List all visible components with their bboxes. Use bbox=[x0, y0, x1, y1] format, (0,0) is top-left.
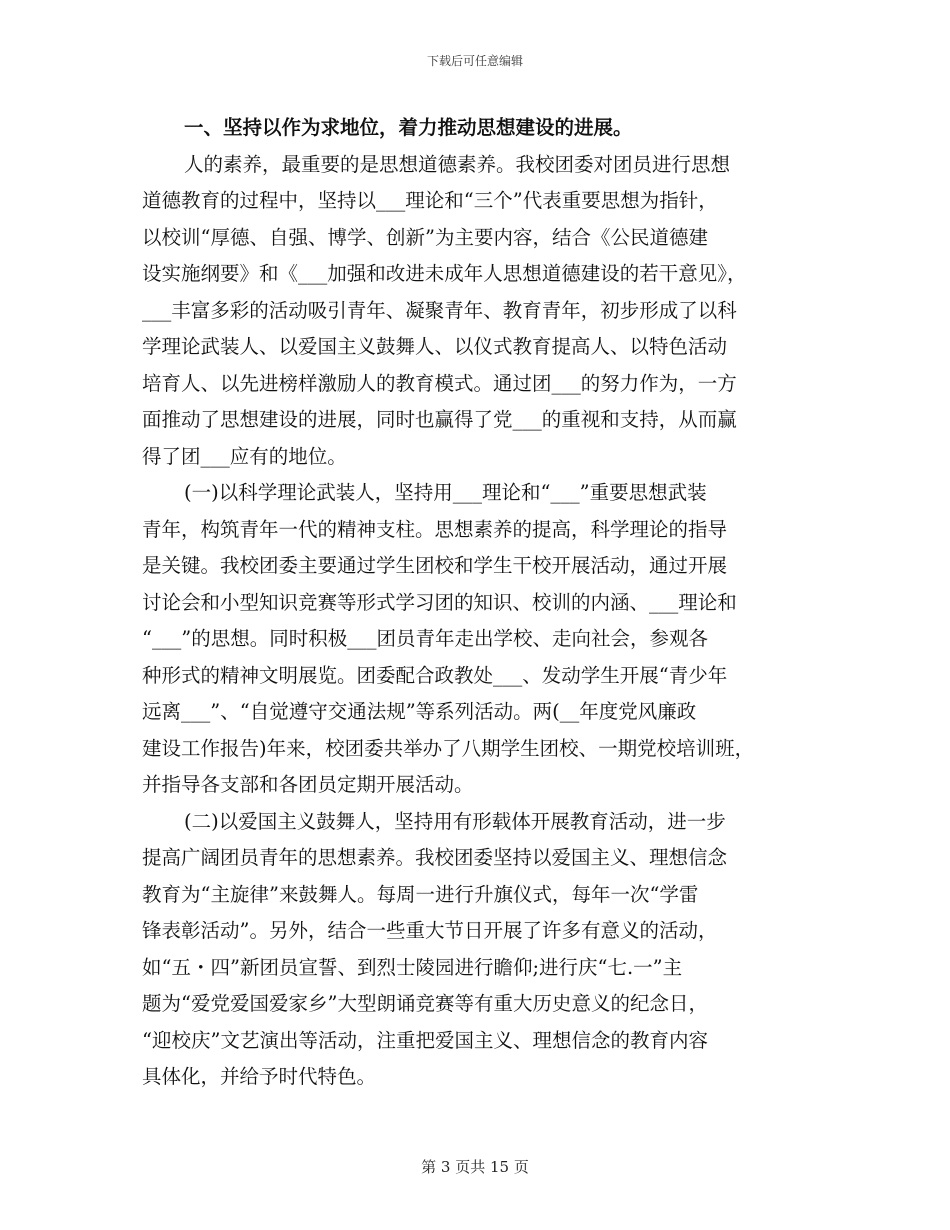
document-body bbox=[142, 110, 814, 1096]
paragraph-line: 学理论武装人、以爱国主义鼓舞人、以仪式教育提高人、以特色活动 bbox=[142, 335, 728, 358]
page-number-footer: 第 3 页共 15 页 bbox=[421, 1158, 529, 1176]
paragraph-line: 以校训“厚德、自强、博学、创新”为主要内容，结合《公民道德建 bbox=[142, 225, 708, 249]
page-header-note: 下载后可任意编辑 bbox=[426, 54, 523, 68]
paragraph-line: “___”的思想。同时积极___团员青年走出学校、走向社会，参观各 bbox=[142, 627, 708, 650]
paragraph-line: 是关键。我校团委主要通过学生团校和学生干校开展活动，通过开展 bbox=[142, 554, 728, 577]
paragraph-line: 青年，构筑青年一代的精神支柱。思想素养的提高，科学理论的指导 bbox=[142, 517, 728, 541]
paragraph-line: 种形式的精神文明展览。团委配合政教处___、发动学生开展“青少年 bbox=[142, 663, 728, 687]
paragraph-line: 道德教育的过程中，坚持以___理论和“三个”代表重要思想为指针， bbox=[142, 189, 718, 212]
paragraph-line: “迎校庆”文艺演出等活动，注重把爱国主义、理想信念的教育内容 bbox=[142, 1028, 708, 1052]
paragraph-line: 得了团___应有的地位。 bbox=[142, 444, 347, 468]
paragraph-line: 提高广阔团员青年的思想素养。我校团委坚持以爱国主义、理想信念 bbox=[142, 846, 728, 869]
paragraph-line: 讨论会和小型知识竞赛等形式学习团的知识、校训的内涵、___理论和 bbox=[142, 590, 737, 614]
section-heading: 一、坚持以作为求地位，着力推动思想建设的进展。 bbox=[184, 116, 633, 139]
paragraph-line: 建设工作报告)年来，校团委共举办了八期学生团校、一期党校培训班， bbox=[142, 736, 755, 760]
paragraph-line: 人的素养，最重要的是思想道德素养。我校团委对团员进行思想 bbox=[184, 152, 731, 176]
paragraph-line: 题为“爱党爱国爱家乡”大型朗诵竞赛等有重大历史意义的纪念日， bbox=[142, 992, 708, 1015]
paragraph-line: 具体化，并给予时代特色。 bbox=[142, 1065, 377, 1088]
paragraph-line: (二)以爱国主义鼓舞人，坚持用有形载体开展教育活动，进一步 bbox=[184, 809, 726, 833]
paragraph-line: ___丰富多彩的活动吸引青年、凝聚青年、教育青年，初步形成了以科 bbox=[142, 298, 737, 322]
paragraph-line: 教育为“主旋律”来鼓舞人。每周一进行升旗仪式，每年一次“学雷 bbox=[142, 882, 699, 906]
paragraph-line: 设实施纲要》和《___加强和改进未成年人思想道德建设的若干意见》， bbox=[142, 262, 747, 285]
paragraph-line: 如“五・四”新团员宣誓、到烈士陵园进行瞻仰;进行庆“七.一”主 bbox=[142, 955, 683, 979]
paragraph-line: 远离___”、“自觉遵守交通法规”等系列活动。两(__年度党风廉政 bbox=[142, 700, 697, 723]
paragraph-line: 锋表彰活动”。另外，结合一些重大节日开展了许多有意义的活动， bbox=[142, 919, 718, 942]
paragraph-line: 面推动了思想建设的进展，同时也赢得了党___的重视和支持，从而赢 bbox=[142, 408, 737, 431]
paragraph-line: 培育人、以先进榜样激励人的教育模式。通过团___的努力作为，一方 bbox=[142, 371, 737, 395]
paragraph-line: (一)以科学理论武装人，坚持用___理论和“___”重要思想武装 bbox=[184, 481, 707, 504]
paragraph-line: 并指导各支部和各团员定期开展活动。 bbox=[142, 773, 474, 796]
